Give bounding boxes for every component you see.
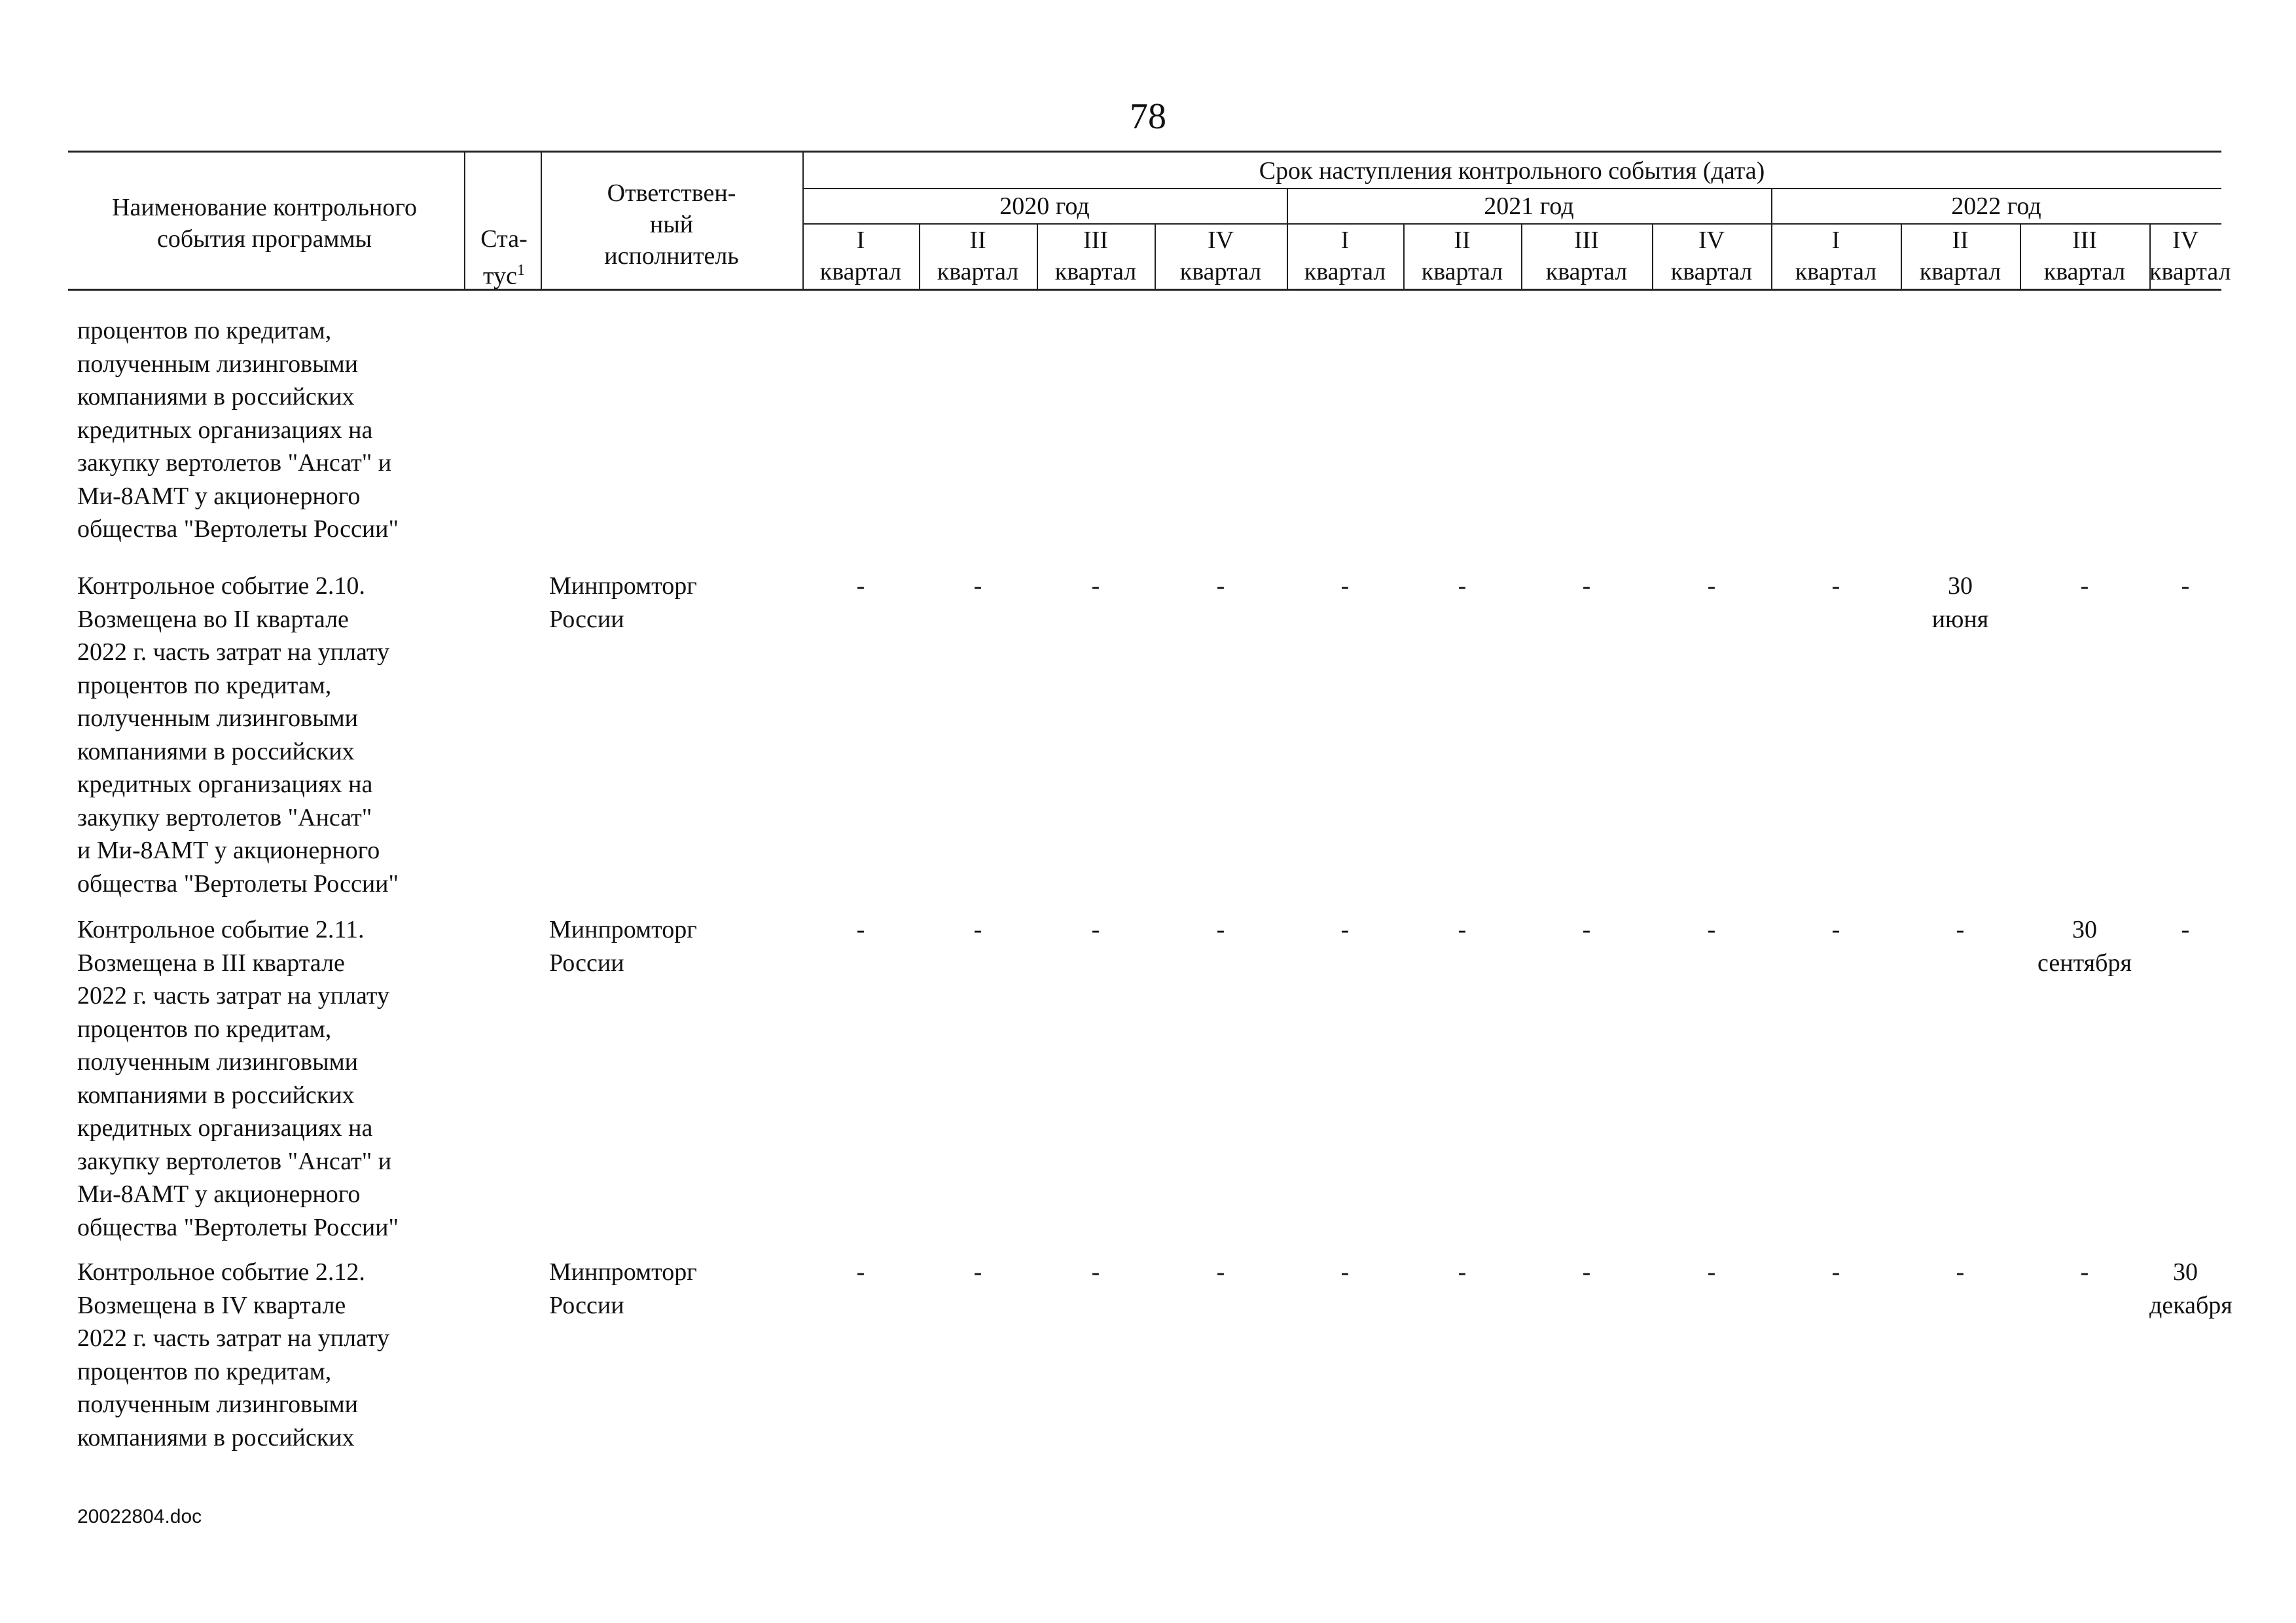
header-year-2020: 2020 год (999, 192, 1090, 220)
quarter-cell: - (1458, 1258, 1467, 1286)
quarter-cell: - (1831, 572, 1840, 600)
header-quarter-12: IV квартал (2149, 227, 2231, 285)
quarter-cell: - (1831, 1258, 1840, 1286)
quarter-cell: - (1091, 572, 1100, 600)
quarter-cell: - (1582, 1258, 1591, 1286)
quarter-cell: - (1458, 916, 1467, 943)
responsible-executor: Минпромторг России (549, 1258, 697, 1319)
event-name: процентов по кредитам, полученным лизинговыми компаниями в российских кредитных организациях на закупку вертолетов "Ансат" и Ми-8АМТ у акционерного общества "Вертолеты России" (77, 317, 399, 543)
header-quarter-9: I квартал (1795, 227, 1877, 285)
page-number: 78 (1130, 96, 1166, 137)
quarter-cell: - (2080, 1258, 2089, 1286)
document-filename: 20022804.doc (77, 1506, 202, 1527)
quarter-cell: - (1091, 916, 1100, 943)
quarter-cell: - (2181, 572, 2190, 600)
header-quarter-4: IV квартал (1179, 227, 1262, 285)
quarter-cell: - (973, 1258, 982, 1286)
quarter-cell: 30 декабря (2149, 1258, 2233, 1319)
event-name: Контрольное событие 2.12. Возмещена в IV квартале 2022 г. часть затрат на уплату процентов по кредитам, полученным лизинговыми компаниями в российских (77, 1258, 390, 1451)
quarter-cell: - (1831, 916, 1840, 943)
quarter-cell: - (1340, 572, 1350, 600)
quarter-cell: 30 июня (1931, 572, 1989, 633)
header-quarter-10: II квартал (1919, 227, 2001, 285)
quarter-cell: - (856, 916, 865, 943)
quarter-cell: - (1091, 1258, 1100, 1286)
quarter-cell: - (973, 916, 982, 943)
header-quarter-8: IV квартал (1670, 227, 1753, 285)
quarter-cell: 30 сентября (2037, 916, 2132, 977)
quarter-cell: - (1582, 916, 1591, 943)
table-header (68, 151, 2231, 291)
header-status (466, 192, 542, 292)
header-quarter-5: I квартал (1304, 227, 1386, 285)
header-deadline: Срок наступления контрольного события (дата) (1259, 157, 1765, 185)
header-status-footnote: 1 (516, 262, 525, 279)
header-quarter-3: III квартал (1054, 227, 1137, 285)
header-year-2021: 2021 год (1484, 192, 1574, 220)
header-quarter-2: II квартал (937, 227, 1019, 285)
header-year-2022: 2022 год (1951, 192, 2041, 220)
responsible-executor: Минпромторг России (549, 572, 697, 633)
quarter-cell: - (1707, 1258, 1716, 1286)
quarter-cell: - (1458, 572, 1467, 600)
header-quarter-6: II квартал (1421, 227, 1503, 285)
quarter-cell: - (1216, 916, 1225, 943)
quarter-cell: - (1707, 572, 1716, 600)
header-quarter-7: III квартал (1545, 227, 1628, 285)
quarter-cell: - (1216, 572, 1225, 600)
quarter-cell: - (1707, 916, 1716, 943)
quarter-cell: - (1956, 916, 1965, 943)
header-quarter-11: III квартал (2043, 227, 2126, 285)
quarter-cell: - (2080, 572, 2089, 600)
quarter-cell: - (1582, 572, 1591, 600)
responsible-executor: Минпромторг России (549, 916, 697, 977)
header-quarter-1: I квартал (819, 227, 902, 285)
quarter-cell: - (973, 572, 982, 600)
quarter-cell: - (856, 1258, 865, 1286)
header-responsible: Ответствен- ный исполнитель (604, 179, 739, 270)
event-name: Контрольное событие 2.11. Возмещена в III квартале 2022 г. часть затрат на уплату процентов по кредитам, полученным лизинговыми компаниями в российских кредитных организациях на закупку вертолетов "Ансат" и Ми-8АМТ у акционерного общества "Вертолеты России" (77, 916, 399, 1241)
quarter-cell: - (856, 572, 865, 600)
header-name: Наименование контрольного события программы (112, 194, 417, 253)
quarter-cell: - (1956, 1258, 1965, 1286)
quarter-cell: - (1216, 1258, 1225, 1286)
event-name: Контрольное событие 2.10. Возмещена во II квартале 2022 г. часть затрат на уплату процентов по кредитам, полученным лизинговыми компаниями в российских кредитных организациях на закупку вертолетов "Ансат" и Ми-8АМТ у акционерного общества "Вертолеты России" (77, 572, 399, 898)
quarter-cell: - (2181, 916, 2190, 943)
quarter-cell: - (1340, 1258, 1350, 1286)
quarter-cell: - (1340, 916, 1350, 943)
header-status-label: Ста- тус (480, 225, 528, 290)
